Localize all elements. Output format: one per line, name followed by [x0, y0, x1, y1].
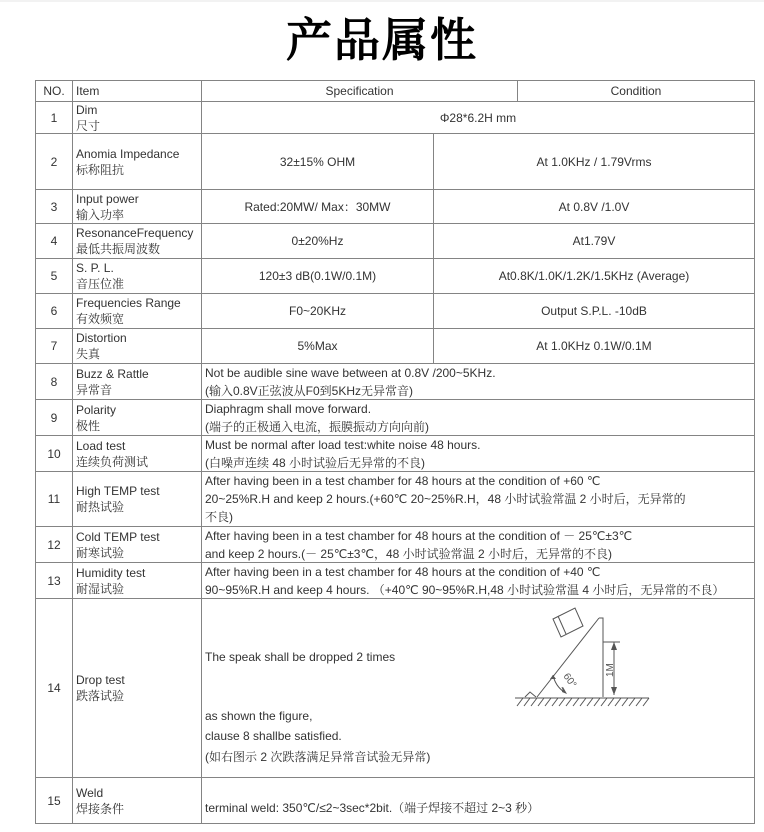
condition-cell: At 0.8V /1.0V	[433, 190, 754, 223]
spec-cell	[201, 599, 754, 777]
no-cell: 5	[50, 269, 58, 283]
item-cn: 跌落试验	[76, 689, 125, 703]
header-item: Item	[72, 81, 201, 101]
item-cn: 连续负荷测试	[76, 454, 149, 469]
spec-cell	[201, 364, 754, 399]
spec-cell: 0±20%Hz	[201, 224, 433, 258]
spec-cell	[201, 778, 754, 823]
condition-cell: At 1.0KHz / 1.79Vrms	[433, 134, 754, 189]
item-en: ResonanceFrequency	[76, 226, 194, 240]
no-cell: 10	[47, 446, 61, 461]
spec-line: Not be audible sine wave between at 0.8V /200~5KHz.	[205, 365, 496, 380]
item-en: Dim	[76, 102, 98, 117]
item-cn: 焊接条件	[76, 801, 125, 816]
item-cell	[72, 294, 201, 328]
spec-line: and keep 2 hours.(－ 25℃±3℃，48 小时试验常温 2 小时后，无异常的不良)	[205, 546, 612, 561]
condition-cell: At 1.0KHz 0.1W/0.1M	[433, 329, 754, 363]
spec-cell	[201, 472, 754, 526]
item-en: Load test	[76, 438, 126, 453]
spec-line: After having been in a test chamber for 48 hours at the condition of － 25℃±3℃	[205, 528, 633, 543]
spec-line: terminal weld: 350℃/≤2~3sec*2bit.（端子焊接不超过 2~3 秒）	[205, 801, 540, 815]
spec-cell	[201, 400, 754, 435]
item-cn: 标称阻抗	[76, 162, 125, 177]
spec-line: (如右图示 2 次跌落满足异常音试验无异常)	[205, 750, 431, 764]
table-row	[36, 472, 754, 527]
no-cell: 14	[47, 681, 61, 695]
spec-cell: 120±3 dB(0.1W/0.1M)	[201, 259, 433, 293]
item-cell	[72, 778, 201, 823]
header-condition: Condition	[517, 81, 754, 101]
table-row	[36, 778, 754, 824]
item-en: Buzz & Rattle	[76, 366, 149, 381]
table-row	[36, 364, 754, 400]
page-title: 产品属性	[286, 14, 478, 66]
item-en: Polarity	[76, 402, 117, 417]
item-cell	[72, 563, 201, 598]
item-en: High TEMP test	[76, 484, 160, 498]
no-cell: 7	[50, 339, 58, 353]
spec-line: (端子的正极通入电流，振膜振动方向向前)	[205, 419, 429, 434]
spec-line: (输入0.8V正弦波从F0到5KHz无异常音)	[205, 383, 414, 398]
item-cn: 最低共振周波数	[76, 242, 161, 256]
spec-line: 90~95%R.H and keep 4 hours. （+40℃ 90~95%R.H,48 小时试验常温 4 小时后，无异常的不良）	[205, 582, 725, 597]
table-row	[36, 224, 754, 259]
no-cell: 12	[47, 537, 61, 552]
table-row	[36, 599, 754, 778]
table-row	[36, 400, 754, 436]
item-cell	[72, 527, 201, 562]
item-cell	[72, 599, 201, 777]
table-header-row	[36, 81, 754, 102]
table-row	[36, 102, 754, 134]
spec-line: After having been in a test chamber for 48 hours at the condition of +60 ℃	[205, 474, 601, 488]
spec-cell: F0~20KHz	[201, 294, 433, 328]
item-en: Input power	[76, 191, 139, 206]
table-row	[36, 190, 754, 224]
item-en: S. P. L.	[76, 261, 114, 275]
spec-line: Diaphragm shall move forward.	[205, 401, 372, 416]
no-cell: 13	[47, 573, 61, 588]
item-cn: 音压位准	[76, 277, 125, 291]
item-cell	[72, 190, 201, 223]
no-cell: 15	[47, 793, 61, 808]
table-row	[36, 527, 754, 563]
item-en: Frequencies Range	[76, 296, 181, 310]
spec-line: (白噪声连续 48 小时试验后无异常的不良)	[205, 455, 426, 470]
spec-cell: Φ28*6.2H mm	[201, 102, 754, 133]
item-cell	[72, 364, 201, 399]
item-cn: 耐湿试验	[76, 581, 125, 596]
item-en: Weld	[76, 785, 104, 800]
item-cell	[72, 102, 201, 133]
no-cell: 6	[50, 304, 58, 318]
header-no: NO.	[43, 84, 65, 98]
no-cell: 9	[50, 410, 58, 425]
item-cn: 输入功率	[76, 207, 125, 222]
spec-line: Must be normal after load test:white noise 48 hours.	[205, 437, 481, 452]
item-en: Drop test	[76, 673, 125, 687]
spec-cell: 32±15% OHM	[201, 134, 433, 189]
condition-cell: At1.79V	[433, 224, 754, 258]
item-cell	[72, 472, 201, 526]
no-cell: 3	[50, 199, 58, 214]
no-cell: 2	[50, 154, 58, 169]
item-cn: 尺寸	[76, 118, 101, 133]
item-cell	[72, 134, 201, 189]
header-specification: Specification	[201, 81, 517, 101]
spec-cell: 5%Max	[201, 329, 433, 363]
item-cn: 异常音	[76, 382, 113, 397]
item-cell	[72, 224, 201, 258]
drop-test-figure	[507, 602, 667, 712]
spec-cell	[201, 527, 754, 562]
no-cell: 8	[50, 374, 58, 389]
table-row	[36, 436, 754, 472]
item-en: Anomia Impedance	[76, 146, 180, 161]
figure-height-label: 1M	[605, 663, 616, 677]
item-cell	[72, 436, 201, 471]
spec-cell	[201, 436, 754, 471]
spec-line: clause 8 shallbe satisfied.	[205, 729, 342, 743]
no-cell: 11	[47, 492, 61, 506]
item-en: Humidity test	[76, 565, 146, 580]
condition-cell: Output S.P.L. -10dB	[433, 294, 754, 328]
figure-angle-label: 60°	[560, 671, 579, 691]
item-cn: 耐寒试验	[76, 545, 125, 560]
spec-line: The speak shall be dropped 2 times	[205, 650, 396, 664]
spec-cell	[201, 563, 754, 598]
item-cn: 极性	[76, 418, 101, 433]
table-row	[36, 134, 754, 190]
item-cn: 有效频宽	[76, 312, 125, 326]
spec-cell: Rated:20MW/ Max：30MW	[201, 190, 433, 223]
condition-cell: At0.8K/1.0K/1.2K/1.5KHz (Average)	[433, 259, 754, 293]
no-cell: 4	[50, 234, 58, 248]
spec-line: 不良)	[205, 510, 233, 524]
item-en: Distortion	[76, 331, 127, 345]
item-cell	[72, 259, 201, 293]
table-row	[36, 329, 754, 364]
spec-table	[35, 80, 755, 824]
item-cn: 失真	[76, 347, 101, 361]
item-cell	[72, 400, 201, 435]
table-row	[36, 259, 754, 294]
table-row	[36, 563, 754, 599]
item-cell	[72, 329, 201, 363]
table-row	[36, 294, 754, 329]
spec-line: 20~25%R.H and keep 2 hours.(+60℃ 20~25%R.H，48 小时试验常温 2 小时后，无异常的	[205, 492, 686, 506]
item-cn: 耐热试验	[76, 500, 125, 514]
spec-line: After having been in a test chamber for 48 hours at the condition of +40 ℃	[205, 564, 601, 579]
item-en: Cold TEMP test	[76, 529, 160, 544]
no-cell: 1	[50, 110, 58, 125]
spec-line: as shown the figure,	[205, 709, 313, 723]
